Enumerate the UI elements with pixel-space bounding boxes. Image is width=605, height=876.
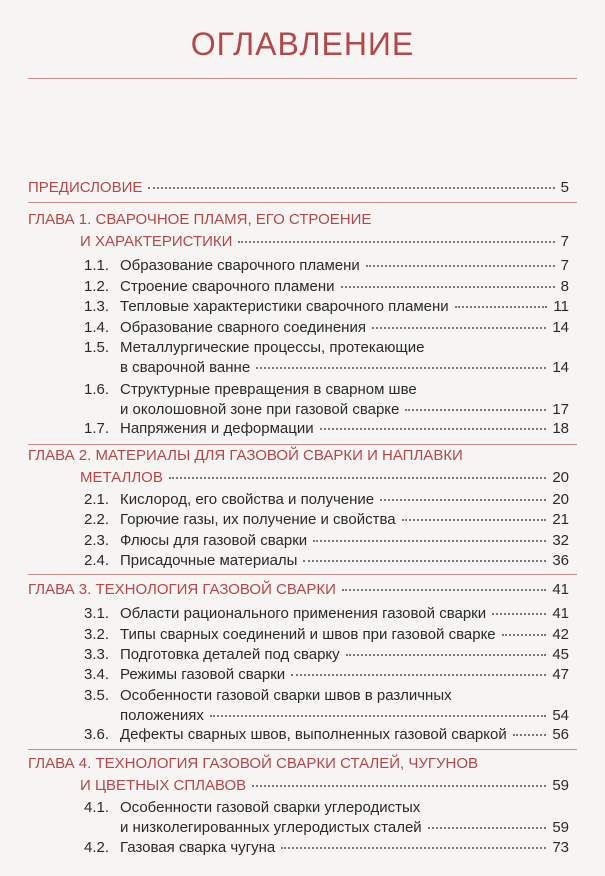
toc-page-number: 21 — [552, 511, 569, 528]
chapter-rule — [28, 202, 577, 203]
toc-ch3-heading[interactable] — [0, 580, 605, 600]
section-title: Кислород, его свойства и получение — [120, 491, 375, 508]
section-number: 1.5. — [84, 339, 110, 356]
chapter-title: ГЛАВА 1. СВАРОЧНОЕ ПЛАМЯ, ЕГО СТРОЕНИЕ — [28, 211, 372, 228]
section-title: Образование сварного соединения — [120, 319, 366, 336]
toc-ch2-heading[interactable] — [0, 446, 605, 466]
chapter-title-cont: И ХАРАКТЕРИСТИКИ — [80, 233, 233, 250]
dot-leader — [405, 408, 546, 411]
toc-page-number: 8 — [560, 278, 569, 295]
toc-item[interactable] — [0, 665, 605, 685]
dot-leader — [256, 366, 546, 369]
section-title: Металлургические процессы, протекающие — [120, 339, 425, 356]
dot-leader — [291, 673, 546, 676]
toc-page-number: 56 — [552, 726, 569, 743]
section-number: 3.3. — [84, 646, 110, 663]
dot-leader — [252, 784, 546, 787]
toc-item[interactable] — [0, 531, 605, 551]
section-title: Тепловые характеристики сварочного пламени — [120, 298, 449, 315]
dot-leader — [210, 714, 546, 717]
dot-leader — [492, 612, 546, 615]
section-title: Типы сварных соединений и швов при газовой сварке — [120, 626, 496, 643]
dot-leader — [346, 653, 547, 656]
toc-page-number: 11 — [553, 298, 569, 315]
chapter-title-cont: И ЦВЕТНЫХ СПЛАВОВ — [80, 777, 247, 794]
toc-ch1-heading-cont[interactable] — [0, 232, 605, 252]
toc-item[interactable] — [0, 256, 605, 276]
dot-leader — [342, 588, 546, 591]
dot-leader — [366, 264, 555, 267]
section-number: 3.5. — [84, 687, 110, 704]
page-title: ОГЛАВЛЕНИЕ — [190, 26, 415, 62]
toc-item[interactable] — [0, 838, 605, 858]
dot-leader — [320, 427, 547, 430]
section-title: Строение сварочного пламени — [120, 278, 335, 295]
toc-page-number: 14 — [552, 319, 569, 336]
section-title: Структурные превращения в сварном шве — [120, 381, 417, 398]
section-number: 1.6. — [84, 381, 110, 398]
toc-item[interactable] — [0, 686, 605, 726]
chapter-rule — [28, 749, 577, 750]
section-title: Газовая сварка чугуна — [120, 839, 276, 856]
section-title: Особенности газовой сварки углеродистых — [120, 799, 421, 816]
section-number: 4.1. — [84, 799, 110, 816]
section-number: 3.2. — [84, 626, 110, 643]
section-title: Напряжения и деформации — [120, 420, 314, 437]
chapter-rule — [28, 444, 577, 445]
dot-leader — [281, 846, 546, 849]
dot-leader — [380, 498, 546, 501]
section-title: Подготовка деталей под сварку — [120, 646, 340, 663]
chapter-title-cont: МЕТАЛЛОВ — [80, 469, 163, 486]
section-title: Дефекты сварных швов, выполненных газовой сваркой — [120, 726, 507, 743]
section-number: 3.1. — [84, 605, 110, 622]
toc-item[interactable] — [0, 604, 605, 624]
toc-page-number: 54 — [552, 707, 569, 724]
toc-page-number: 73 — [552, 839, 569, 856]
section-title: Области рационального применения газовой сварки — [120, 605, 487, 622]
toc-page-number: 42 — [552, 626, 569, 643]
chapter-title: ГЛАВА 2. МАТЕРИАЛЫ ДЛЯ ГАЗОВОЙ СВАРКИ И НАПЛАВКИ — [28, 447, 463, 464]
toc-ch2-heading-cont[interactable] — [0, 468, 605, 488]
section-title-cont: в сварочной ванне — [120, 359, 251, 376]
section-title: Присадочные материалы — [120, 552, 298, 569]
toc-page-number: 7 — [560, 233, 569, 250]
toc-ch4-heading[interactable] — [0, 754, 605, 774]
toc-item[interactable] — [0, 318, 605, 338]
section-title-cont: и низколегированных углеродистых сталей — [120, 819, 422, 836]
section-number: 2.3. — [84, 532, 110, 549]
toc-item[interactable] — [0, 510, 605, 530]
toc-ch1-heading[interactable] — [0, 210, 605, 230]
toc-item[interactable] — [0, 725, 605, 745]
section-title: Режимы газовой сварки — [120, 666, 286, 683]
title-rule — [28, 78, 577, 79]
dot-leader — [303, 559, 546, 562]
dot-leader — [513, 733, 547, 736]
section-number: 2.1. — [84, 491, 110, 508]
toc-page-number: 17 — [552, 401, 569, 418]
toc-item[interactable] — [0, 551, 605, 571]
toc-preface[interactable] — [0, 178, 605, 198]
toc-item[interactable] — [0, 338, 605, 378]
chapter-rule — [28, 574, 577, 575]
toc-page-number: 14 — [552, 359, 569, 376]
dot-leader — [169, 476, 546, 479]
toc-page-number: 45 — [552, 646, 569, 663]
dot-leader — [372, 326, 546, 329]
dot-leader — [402, 518, 547, 521]
toc-preface-title: ПРЕДИСЛОВИЕ — [28, 179, 143, 196]
toc-item[interactable] — [0, 277, 605, 297]
section-title-cont: положениях — [120, 707, 204, 724]
section-number: 3.6. — [84, 726, 110, 743]
toc-item[interactable] — [0, 419, 605, 439]
section-title: Горючие газы, их получение и свойства — [120, 511, 396, 528]
section-number: 1.7. — [84, 420, 110, 437]
toc-page-number: 47 — [552, 666, 569, 683]
section-number: 4.2. — [84, 839, 110, 856]
section-number: 1.2. — [84, 278, 110, 295]
chapter-title: ГЛАВА 3. ТЕХНОЛОГИЯ ГАЗОВОЙ СВАРКИ — [28, 581, 336, 598]
toc-page-number: 59 — [552, 819, 569, 836]
toc-item[interactable] — [0, 645, 605, 665]
dot-leader — [341, 285, 555, 288]
section-number: 1.1. — [84, 257, 110, 274]
dot-leader — [238, 240, 554, 243]
toc-page-number: 41 — [552, 605, 569, 622]
section-title-cont: и околошовной зоне при газовой сварке — [120, 401, 400, 418]
toc-page-number: 7 — [560, 257, 569, 274]
toc-item[interactable] — [0, 380, 605, 420]
toc-page-number: 18 — [552, 420, 569, 437]
toc-page-number: 41 — [552, 581, 569, 598]
toc-item[interactable] — [0, 297, 605, 317]
toc-page-number: 5 — [560, 179, 569, 196]
toc-item[interactable] — [0, 490, 605, 510]
dot-leader — [148, 186, 554, 189]
section-number: 1.3. — [84, 298, 110, 315]
section-title: Флюсы для газовой сварки — [120, 532, 308, 549]
toc-item[interactable] — [0, 625, 605, 645]
toc-page-number: 20 — [552, 469, 569, 486]
section-title: Особенности газовой сварки швов в различных — [120, 687, 452, 704]
toc-page-number: 36 — [552, 552, 569, 569]
dot-leader — [455, 305, 548, 308]
section-number: 3.4. — [84, 666, 110, 683]
dot-leader — [428, 826, 547, 829]
section-title: Образование сварочного пламени — [120, 257, 360, 274]
toc-page-number: 32 — [552, 532, 569, 549]
section-number: 2.4. — [84, 552, 110, 569]
section-number: 1.4. — [84, 319, 110, 336]
dot-leader — [502, 633, 547, 636]
toc-page-number: 59 — [552, 777, 569, 794]
toc-ch4-heading-cont[interactable] — [0, 776, 605, 796]
chapter-title: ГЛАВА 4. ТЕХНОЛОГИЯ ГАЗОВОЙ СВАРКИ СТАЛЕЙ, ЧУГУНОВ — [28, 755, 479, 772]
dot-leader — [313, 539, 546, 542]
toc-item[interactable] — [0, 798, 605, 838]
toc-page-number: 20 — [552, 491, 569, 508]
section-number: 2.2. — [84, 511, 110, 528]
